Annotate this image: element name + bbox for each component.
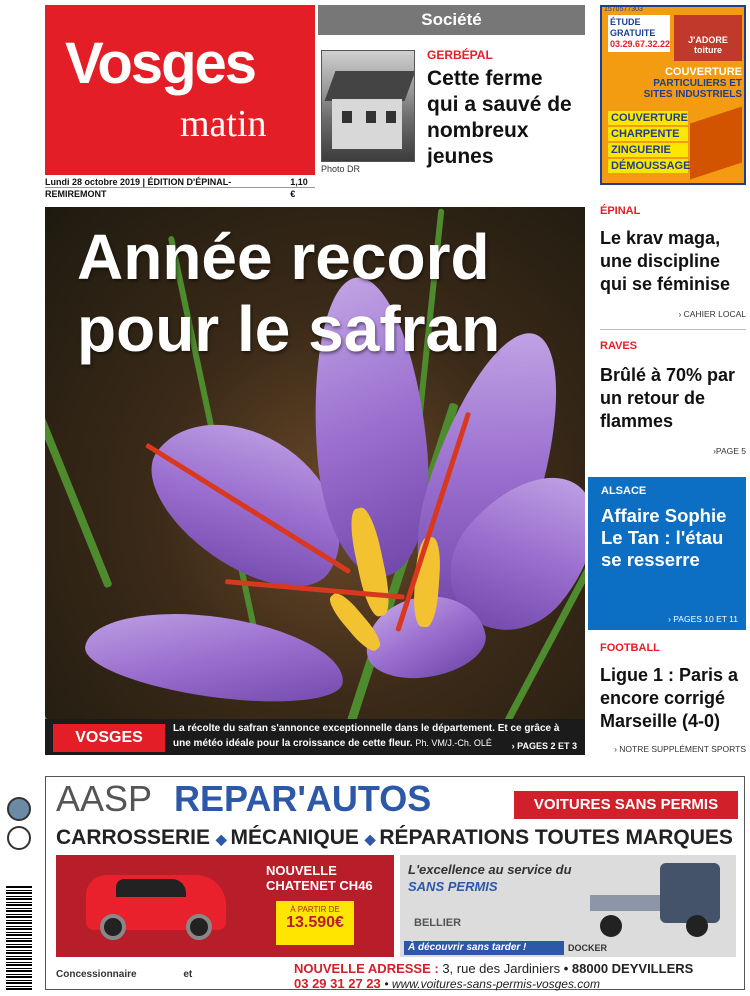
car-illustration [86,875,226,930]
story-headline[interactable]: Affaire Sophie Le Tan : l'étau se resserre [601,505,727,570]
ad-excellence-bold: SANS PERMIS [408,879,498,894]
story-kicker: ÉPINAL [600,205,641,217]
main-headline[interactable]: Année record pour le safran [77,221,501,365]
ad-brand-logo: J'ADORE toiture [674,15,742,61]
ad-service: MÉCANIQUE [230,826,359,849]
story-kicker: FOOTBALL [600,642,660,654]
ad-address: NOUVELLE ADRESSE : 3, rue des Jardiniers • 88000 DEYVILLERS [294,961,694,976]
ad-reparautos[interactable] [45,776,745,990]
ad-decouvrir: À découvrir sans tarder ! [404,941,564,955]
ad-phone-number[interactable]: 03 29 31 27 23 [294,976,381,991]
ad-excellence [408,861,572,895]
story-reference[interactable]: › PAGES 10 ET 11 [668,614,738,624]
ad-couverture-sub: PARTICULIERS ET SITES INDUSTRIELS [643,78,742,100]
story-reference[interactable]: › NOTRE SUPPLÉMENT SPORTS [614,744,746,754]
roof-illustration [690,107,742,180]
ad-contact: 03 29 31 27 23 • www.voitures-sans-permis-vosges.com [294,976,600,991]
bellier-logo: BELLIER [414,917,462,929]
ad-service: DÉMOUSSAGE [608,159,688,173]
story-football[interactable] [600,642,746,760]
ad-car-panel [56,855,394,957]
ad-couverture-title: COUVERTURE [664,66,742,78]
story-headline[interactable]: Brûlé à 70% par un retour de flammes [600,365,736,431]
ad-price-label: À PARTIR DE [290,905,340,914]
location-tag: VOSGES [53,724,165,752]
logo-subtitle: matin [180,103,267,145]
logo-title: Vosges [65,31,256,96]
ad-code: 1570577303 [604,6,643,13]
ad-roofing[interactable] [600,5,746,185]
ad-address-city: 88000 DEYVILLERS [571,961,694,976]
ad-address-label: NOUVELLE ADRESSE : [294,961,439,976]
ad-price-box [276,901,354,945]
rubric-societe: Société [318,5,585,35]
caption-text: La récolte du safran s'annonce exceptionnelle dans le département. Et ce grâce à une météo idéale pour la croissance de cette fleur. [173,723,560,749]
ad-new-model: NOUVELLE CHATENET CH46 [266,863,373,893]
teaser-kicker: GERBÉPAL [427,48,493,62]
ad-aasp: AASP [56,778,153,819]
ad-et: et [183,969,193,980]
ad-website[interactable]: www.voitures-sans-permis-vosges.com [391,977,600,991]
ad-service: ZINGUERIE [608,143,688,157]
masthead-logo[interactable] [45,5,315,175]
story-headline[interactable]: Ligue 1 : Paris a encore corrigé Marseille (4-0) [600,665,739,731]
recycling-logo [7,797,31,821]
ad-address-street: 3, rue des Jardiniers [442,961,561,976]
story-reference[interactable]: ›PAGE 5 [713,446,746,456]
ad-concessionnaire-label: Concessionnaire [56,969,137,980]
ad-etude [608,15,670,52]
story-kicker: ALSACE [601,485,647,497]
caption-bar [45,719,585,755]
ad-service: CARROSSERIE [56,826,211,849]
ad-phone: 03.29.67.32.22 [610,39,671,49]
ad-price: 13.590€ [286,914,344,931]
ad-services: CARROSSERIE ◆ MÉCANIQUE ◆ RÉPARATIONS TOUTES MARQUES [56,826,733,849]
press-logo [7,826,31,850]
ad-docker: DOCKER [568,943,608,953]
edition-line [45,176,315,199]
story-epinal[interactable] [600,205,746,325]
ad-service: RÉPARATIONS TOUTES MARQUES [379,826,733,849]
ad-service: CHARPENTE [608,127,688,141]
barcode [6,886,32,990]
divider [600,329,746,330]
truck-illustration [590,863,730,933]
edition-date: Lundi 28 octobre 2019 | ÉDITION D'ÉPINAL-REMIREMONT [45,177,232,199]
page-reference[interactable]: › PAGES 2 ET 3 [511,741,577,751]
ad-services-list [608,111,691,175]
ad-truck-panel [400,855,736,957]
ad-excellence-text: L'excellence au service du [408,862,572,877]
ad-service: COUVERTURE [608,111,688,125]
story-kicker: RAVES [600,340,638,352]
teaser-headline[interactable]: Cette ferme qui a sauvé de nombreux jeunes [427,67,572,168]
ad-sans-permis-banner: VOITURES SANS PERMIS [514,791,738,819]
story-reference[interactable]: › CAHIER LOCAL [678,309,746,319]
edition-price: 1,10 € [290,177,308,199]
story-raves[interactable] [600,340,746,465]
story-headline[interactable]: Le krav maga, une discipline qui se féminise [600,228,731,294]
teaser-photo[interactable] [321,50,415,162]
caption-credit: Ph. VM/J.-Ch. OLÉ [415,738,492,748]
ad-couverture [642,67,742,100]
main-story-photo[interactable] [45,207,585,755]
ad-etude-label: ÉTUDE GRATUITE [610,17,656,38]
ad-reparautos-title: REPAR'AUTOS [174,778,432,819]
story-alsace[interactable] [588,477,746,630]
photo-credit: Photo DR [321,164,361,174]
ad-concessionnaire [56,969,192,980]
